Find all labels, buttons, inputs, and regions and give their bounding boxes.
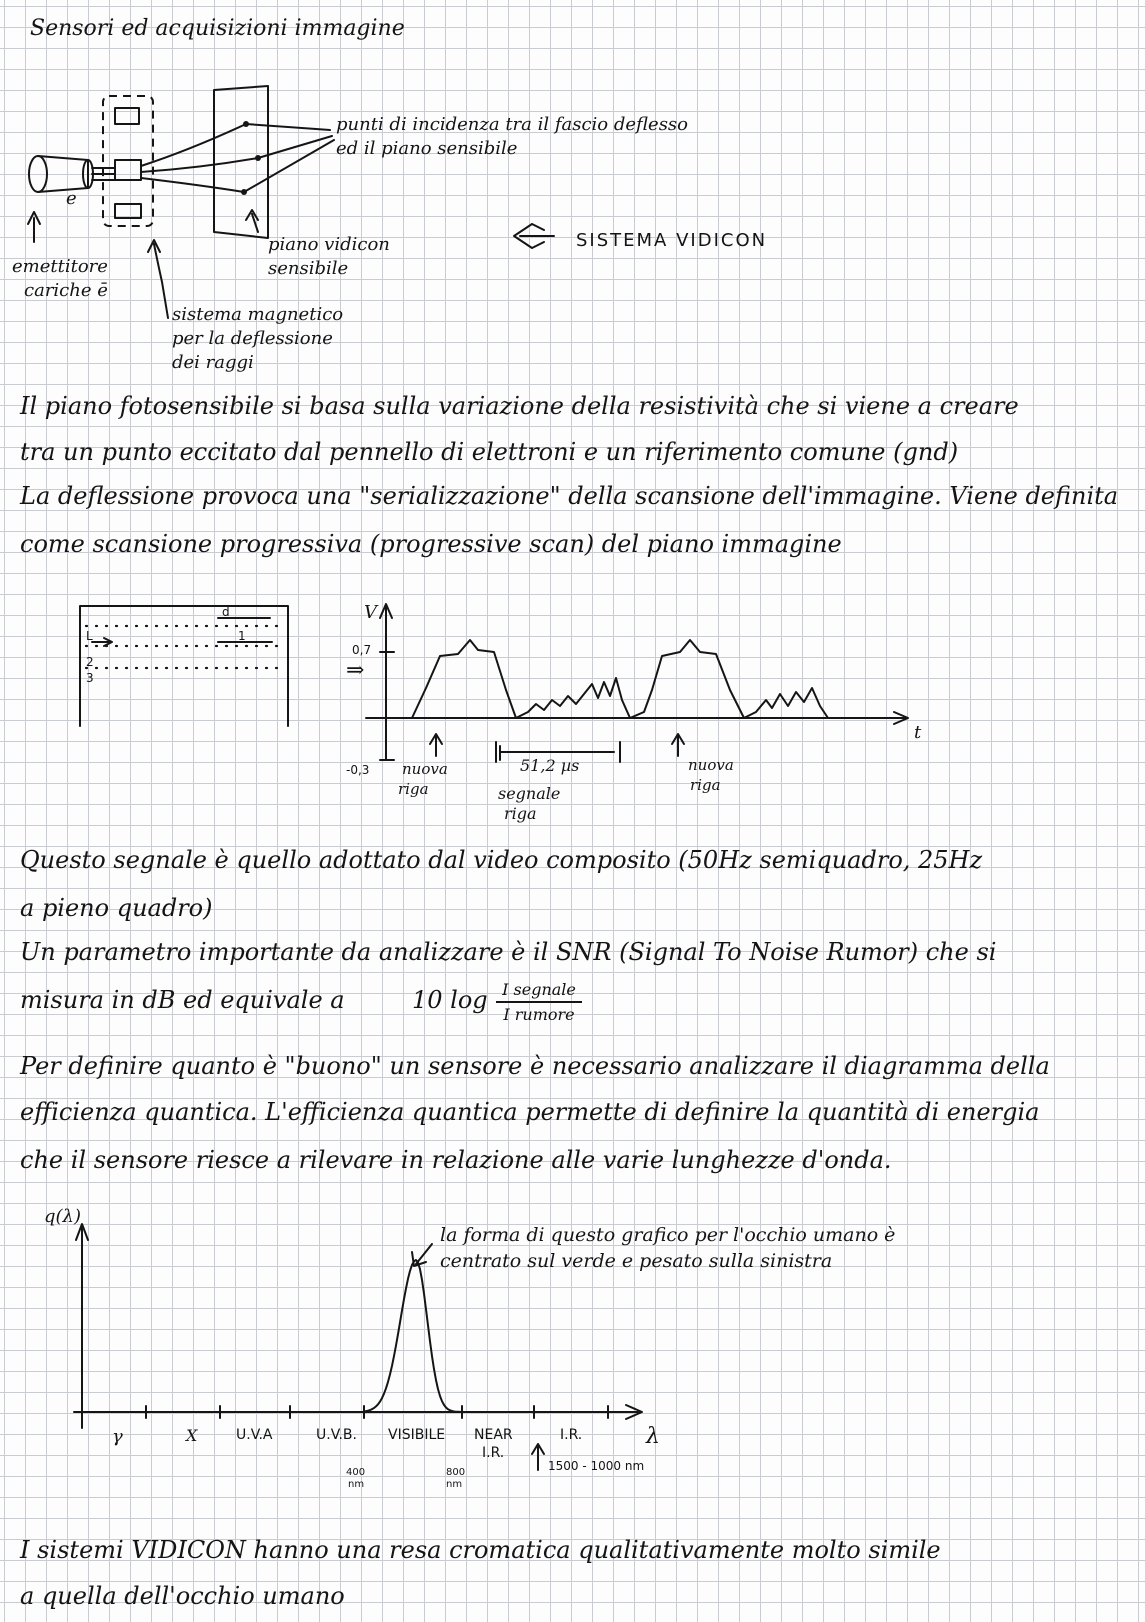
tick-400-b: nm — [348, 1479, 365, 1490]
band-visible: VISIBILE — [388, 1427, 446, 1443]
band-ir: I.R. — [560, 1427, 583, 1443]
segnale-riga-1: segnale — [498, 784, 561, 803]
scan-label-d: d — [222, 605, 230, 619]
emitter-label-2: cariche ē — [24, 280, 108, 301]
para5-line2: efficienza quantica. L'efficienza quantica permette di definire la quantità di energia — [20, 1098, 1040, 1126]
system-title: SISTEMA VIDICON — [576, 230, 768, 251]
qe-axis-x: λ — [646, 1424, 660, 1449]
para1-line1: Il piano fotosensibile si basa sulla variazione della resistività che si viene a creare — [20, 392, 1019, 420]
duration-label: 51,2 µs — [520, 756, 580, 775]
formula-prefix: 10 log — [412, 986, 488, 1014]
scan-label-three: 3 — [86, 671, 94, 685]
nuova-riga-2b: riga — [690, 776, 721, 794]
para3-line1: Questo segnale è quello adottato dal video composito (50Hz semiquadro, 25Hz — [20, 846, 983, 874]
tick-800-a: 800 — [446, 1467, 466, 1478]
nuova-riga-1b: riga — [398, 780, 429, 798]
para6-line2: a quella dell'occhio umano — [20, 1582, 345, 1610]
qe-axis-y: q(λ) — [44, 1206, 81, 1227]
band-uva: U.V.A — [236, 1427, 273, 1443]
signal-level-low: -0,3 — [346, 763, 370, 777]
tick-400-a: 400 — [346, 1467, 366, 1478]
band-uvb: U.V.B. — [316, 1427, 357, 1443]
band-gamma: γ — [112, 1426, 123, 1447]
electron-label: e — [66, 188, 77, 209]
para4-line1: Un parametro importante da analizzare è il SNR (Signal To Noise Rumor) che si — [20, 938, 997, 966]
signal-arrow: ⇒ — [346, 658, 365, 683]
segnale-riga-2: riga — [504, 804, 537, 823]
para2-line1: La deflessione provoca una "serializzazione" della scansione dell'immagine. Viene definita — [20, 482, 1119, 510]
qe-annotation-1: la forma di questo grafico per l'occhio umano è — [440, 1224, 896, 1246]
incidence-label-2: ed il piano sensibile — [336, 138, 518, 159]
band-near: NEAR — [474, 1427, 513, 1443]
plane-label-1: piano vidicon — [268, 234, 390, 255]
signal-axis-v: V — [364, 602, 377, 623]
formula-numerator: I segnale — [502, 980, 576, 999]
tick-800-b: nm — [446, 1479, 463, 1490]
para2-line2: come scansione progressiva (progressive scan) del piano immagine — [20, 530, 842, 558]
para6-line1: I sistemi VIDICON hanno una resa cromatica qualitativamente molto simile — [20, 1536, 941, 1564]
scan-label-one: 1 — [238, 629, 246, 643]
formula-denominator: I rumore — [503, 1005, 575, 1024]
magnetic-label-1: sistema magnetico — [172, 304, 344, 325]
incidence-label-1: punti di incidenza tra il fascio deflesso — [336, 114, 689, 135]
page-title: Sensori ed acquisizioni immagine — [30, 16, 405, 41]
para4-line2: misura in dB ed equivale a — [20, 986, 345, 1014]
plane-label-2: sensibile — [268, 258, 349, 279]
qe-curve — [364, 1260, 462, 1412]
scan-label-two: 2 — [86, 655, 94, 669]
nuova-riga-1a: nuova — [402, 760, 448, 778]
para3-line2: a pieno quadro) — [20, 894, 213, 922]
emitter-label-1: emettitore — [12, 256, 108, 277]
ir-range: 1500 - 1000 nm — [548, 1459, 645, 1473]
para1-line2: tra un punto eccitato dal pennello di elettroni e un riferimento comune (gnd) — [20, 438, 959, 466]
signal-axis-t: t — [914, 722, 922, 743]
nuova-riga-2a: nuova — [688, 756, 734, 774]
magnetic-label-3: dei raggi — [172, 352, 254, 373]
para5-line3: che il sensore riesce a rilevare in relazione alle varie lunghezze d'onda. — [20, 1146, 892, 1174]
magnetic-label-2: per la deflessione — [172, 328, 333, 349]
para5-line1: Per definire quanto è "buono" un sensore è necessario analizzare il diagramma della — [20, 1052, 1050, 1080]
band-near-sub: I.R. — [482, 1445, 505, 1461]
signal-level-high: 0,7 — [352, 643, 372, 657]
qe-annotation-2: centrato sul verde e pesato sulla sinistra — [440, 1250, 833, 1272]
scan-label-l: L — [86, 629, 93, 643]
band-x: X — [186, 1426, 198, 1445]
